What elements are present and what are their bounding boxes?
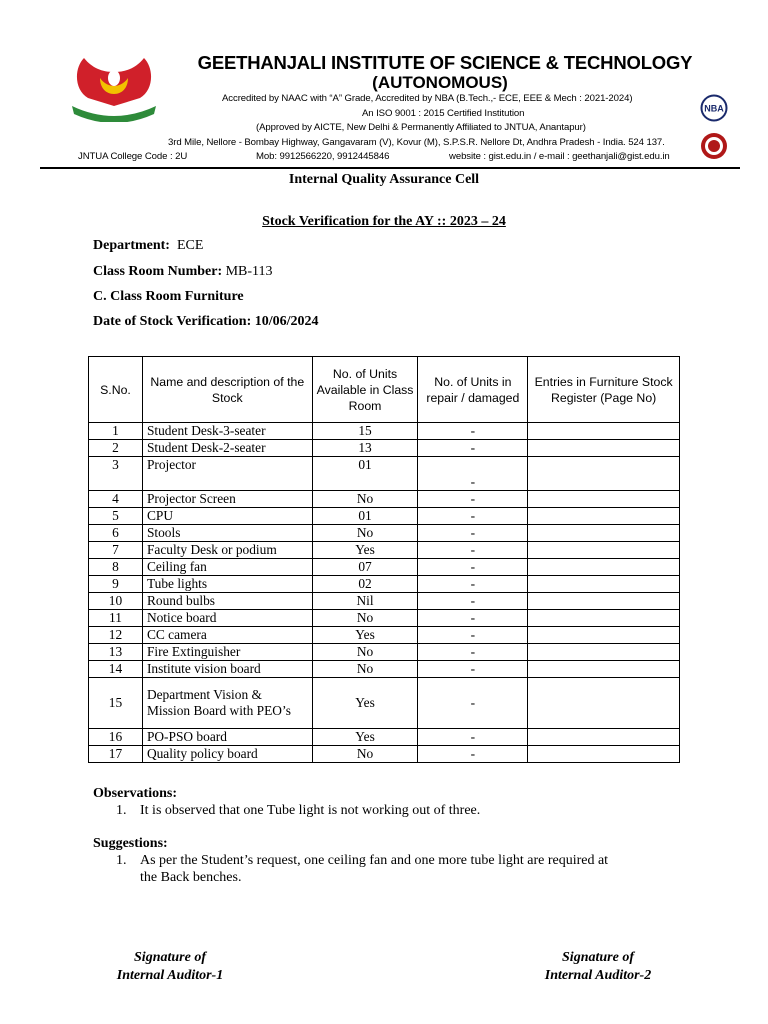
cell-repair: - bbox=[418, 644, 528, 661]
cell-repair: - bbox=[418, 576, 528, 593]
header-sno: S.No. bbox=[89, 357, 143, 423]
verification-title: Stock Verification for the AY :: 2023 – 24 bbox=[262, 214, 506, 229]
stock-table bbox=[88, 356, 680, 763]
room-value: MB-113 bbox=[225, 264, 273, 279]
signature-1-line1: Signature of bbox=[134, 950, 206, 965]
table-row bbox=[89, 729, 680, 746]
header-repair: No. of Units in repair / damaged bbox=[418, 357, 528, 423]
iso-seal-icon bbox=[700, 132, 728, 160]
cell-entries bbox=[528, 610, 680, 627]
cell-entries bbox=[528, 559, 680, 576]
cell-name: PO-PSO board bbox=[142, 729, 312, 746]
cell-entries bbox=[528, 729, 680, 746]
department-label: Department: bbox=[93, 238, 170, 253]
table-header-row bbox=[89, 357, 680, 423]
cell-entries bbox=[528, 440, 680, 457]
room-field bbox=[93, 264, 273, 280]
cell-name: Department Vision & Mission Board with PEO’s bbox=[142, 678, 312, 729]
cell-available: Yes bbox=[312, 542, 418, 559]
suggestion-number: 1. bbox=[116, 853, 127, 868]
cell-available: Yes bbox=[312, 678, 418, 729]
cell-available: 01 bbox=[312, 457, 418, 491]
table-body bbox=[89, 423, 680, 763]
cell-sno: 12 bbox=[89, 627, 143, 644]
department-value: ECE bbox=[176, 238, 204, 253]
cell-name: CPU bbox=[142, 508, 312, 525]
section-title: C. Class Room Furniture bbox=[93, 289, 244, 304]
cell-available: No bbox=[312, 525, 418, 542]
cell-entries bbox=[528, 678, 680, 729]
table-row bbox=[89, 559, 680, 576]
table-row bbox=[89, 508, 680, 525]
cell-name: Ceiling fan bbox=[142, 559, 312, 576]
suggestion-text-line1: As per the Student’s request, one ceiling fan and one more tube light are required at bbox=[140, 853, 609, 868]
date-value: 10/06/2024 bbox=[254, 314, 319, 329]
cell-entries bbox=[528, 423, 680, 440]
cell-available: Nil bbox=[312, 593, 418, 610]
date-field bbox=[93, 314, 319, 330]
table-row bbox=[89, 542, 680, 559]
nba-logo-text: NBA bbox=[704, 103, 724, 114]
cell-entries bbox=[528, 627, 680, 644]
institute-status: (AUTONOMOUS) bbox=[372, 73, 508, 92]
cell-entries bbox=[528, 576, 680, 593]
department-field bbox=[93, 238, 203, 254]
header-name: Name and description of the Stock bbox=[142, 357, 312, 423]
cell-entries bbox=[528, 491, 680, 508]
date-label: Date of Stock Verification: bbox=[93, 314, 252, 329]
cell-sno: 7 bbox=[89, 542, 143, 559]
cell-available: No bbox=[312, 644, 418, 661]
cell-repair: - bbox=[418, 440, 528, 457]
cell-sno: 8 bbox=[89, 559, 143, 576]
address-line: 3rd Mile, Nellore - Bombay Highway, Gangavaram (V), Kovur (M), S.P.S.R. Nellore Dt, Andhra Pradesh - India. 524 137. bbox=[168, 137, 665, 148]
accreditation-line: Accredited by NAAC with “A” Grade, Accredited by NBA (B.Tech.,- ECE, EEE & Mech : 2021-2024) bbox=[222, 93, 633, 104]
cell-repair: - bbox=[418, 508, 528, 525]
header-entries: Entries in Furniture Stock Register (Page No) bbox=[528, 357, 680, 423]
cell-sno: 14 bbox=[89, 661, 143, 678]
cell-name: Round bulbs bbox=[142, 593, 312, 610]
signature-auditor-2 bbox=[528, 949, 668, 985]
table-row bbox=[89, 644, 680, 661]
cell-entries bbox=[528, 525, 680, 542]
observation-number: 1. bbox=[116, 803, 127, 818]
cell-repair: - bbox=[418, 627, 528, 644]
cell-repair: - bbox=[418, 525, 528, 542]
cell-available: 13 bbox=[312, 440, 418, 457]
cell-name: Student Desk-2-seater bbox=[142, 440, 312, 457]
cell-repair: - bbox=[418, 559, 528, 576]
signature-1-line2: Internal Auditor-1 bbox=[116, 968, 224, 983]
cell-available: 07 bbox=[312, 559, 418, 576]
cell-sno: 13 bbox=[89, 644, 143, 661]
college-code: JNTUA College Code : 2U bbox=[78, 151, 188, 162]
cell-sno: 2 bbox=[89, 440, 143, 457]
cell-repair: - bbox=[418, 661, 528, 678]
cell-available: 02 bbox=[312, 576, 418, 593]
table-row bbox=[89, 491, 680, 508]
cell-repair: - bbox=[418, 610, 528, 627]
cell-available: 01 bbox=[312, 508, 418, 525]
cell-entries bbox=[528, 746, 680, 763]
table-row bbox=[89, 440, 680, 457]
observation-text: It is observed that one Tube light is not working out of three. bbox=[140, 803, 481, 818]
table-row bbox=[89, 678, 680, 729]
cell-repair: - bbox=[418, 746, 528, 763]
cell-entries bbox=[528, 644, 680, 661]
cell-entries bbox=[528, 661, 680, 678]
cell-entries bbox=[528, 508, 680, 525]
suggestion-text-line2: the Back benches. bbox=[140, 870, 242, 885]
cell-name: Projector Screen bbox=[142, 491, 312, 508]
cell-sno: 16 bbox=[89, 729, 143, 746]
cell-available: No bbox=[312, 491, 418, 508]
mobile-numbers: Mob: 9912566220, 9912445846 bbox=[256, 151, 390, 162]
suggestions-heading: Suggestions: bbox=[93, 836, 168, 851]
cell-entries bbox=[528, 542, 680, 559]
cell-sno: 15 bbox=[89, 678, 143, 729]
table-row bbox=[89, 627, 680, 644]
cell-repair: - bbox=[418, 457, 528, 491]
cell-sno: 5 bbox=[89, 508, 143, 525]
cell-available: No bbox=[312, 746, 418, 763]
table-row bbox=[89, 661, 680, 678]
section-heading bbox=[93, 289, 244, 305]
observations-heading: Observations: bbox=[93, 786, 177, 801]
cell-sno: 1 bbox=[89, 423, 143, 440]
cell-sno: 6 bbox=[89, 525, 143, 542]
table-row bbox=[89, 610, 680, 627]
cell-repair: - bbox=[418, 542, 528, 559]
cell-sno: 3 bbox=[89, 457, 143, 491]
table-row bbox=[89, 423, 680, 440]
website-email: website : gist.edu.in / e-mail : geethanjali@gist.edu.in bbox=[449, 151, 670, 162]
cell-repair: - bbox=[418, 593, 528, 610]
cell-name: Institute vision board bbox=[142, 661, 312, 678]
suggestion-item bbox=[116, 853, 608, 869]
cell-sno: 9 bbox=[89, 576, 143, 593]
cell-name: Tube lights bbox=[142, 576, 312, 593]
cell-name: Fire Extinguisher bbox=[142, 644, 312, 661]
cell-name: Quality policy board bbox=[142, 746, 312, 763]
iso-line: An ISO 9001 : 2015 Certified Institution bbox=[362, 108, 525, 119]
cell-name: Notice board bbox=[142, 610, 312, 627]
cell-name: Student Desk-3-seater bbox=[142, 423, 312, 440]
room-label: Class Room Number: bbox=[93, 264, 223, 279]
cell-available: Yes bbox=[312, 627, 418, 644]
letterhead-divider bbox=[40, 167, 740, 169]
table-row bbox=[89, 457, 680, 491]
cell-repair: - bbox=[418, 491, 528, 508]
table-row bbox=[89, 746, 680, 763]
cell-name: Projector bbox=[142, 457, 312, 491]
cell-entries bbox=[528, 457, 680, 491]
cell-repair: - bbox=[418, 423, 528, 440]
cell-repair: - bbox=[418, 678, 528, 729]
table-row bbox=[89, 593, 680, 610]
cell-available: No bbox=[312, 610, 418, 627]
cell-sno: 17 bbox=[89, 746, 143, 763]
cell-repair: - bbox=[418, 729, 528, 746]
table-row bbox=[89, 576, 680, 593]
approval-line: (Approved by AICTE, New Delhi & Permanently Affiliated to JNTUA, Anantapur) bbox=[256, 122, 586, 133]
signature-2-line2: Internal Auditor-2 bbox=[544, 968, 652, 983]
cell-sno: 4 bbox=[89, 491, 143, 508]
cell-name: CC camera bbox=[142, 627, 312, 644]
cell-entries bbox=[528, 593, 680, 610]
signature-auditor-1 bbox=[100, 949, 240, 985]
institute-name: GEETHANJALI INSTITUTE OF SCIENCE & TECHNOLOGY bbox=[197, 52, 693, 73]
signature-2-line1: Signature of bbox=[562, 950, 634, 965]
cell-sno: 11 bbox=[89, 610, 143, 627]
institute-logo bbox=[66, 56, 162, 122]
observation-item bbox=[116, 803, 480, 819]
cell-available: No bbox=[312, 661, 418, 678]
cell-available: Yes bbox=[312, 729, 418, 746]
nba-logo-icon bbox=[700, 94, 728, 122]
table-row bbox=[89, 525, 680, 542]
cell-sno: 10 bbox=[89, 593, 143, 610]
cell-name: Stools bbox=[142, 525, 312, 542]
cell-name: Faculty Desk or podium bbox=[142, 542, 312, 559]
cell-title: Internal Quality Assurance Cell bbox=[288, 172, 480, 187]
header-available: No. of Units Available in Class Room bbox=[312, 357, 418, 423]
cell-available: 15 bbox=[312, 423, 418, 440]
